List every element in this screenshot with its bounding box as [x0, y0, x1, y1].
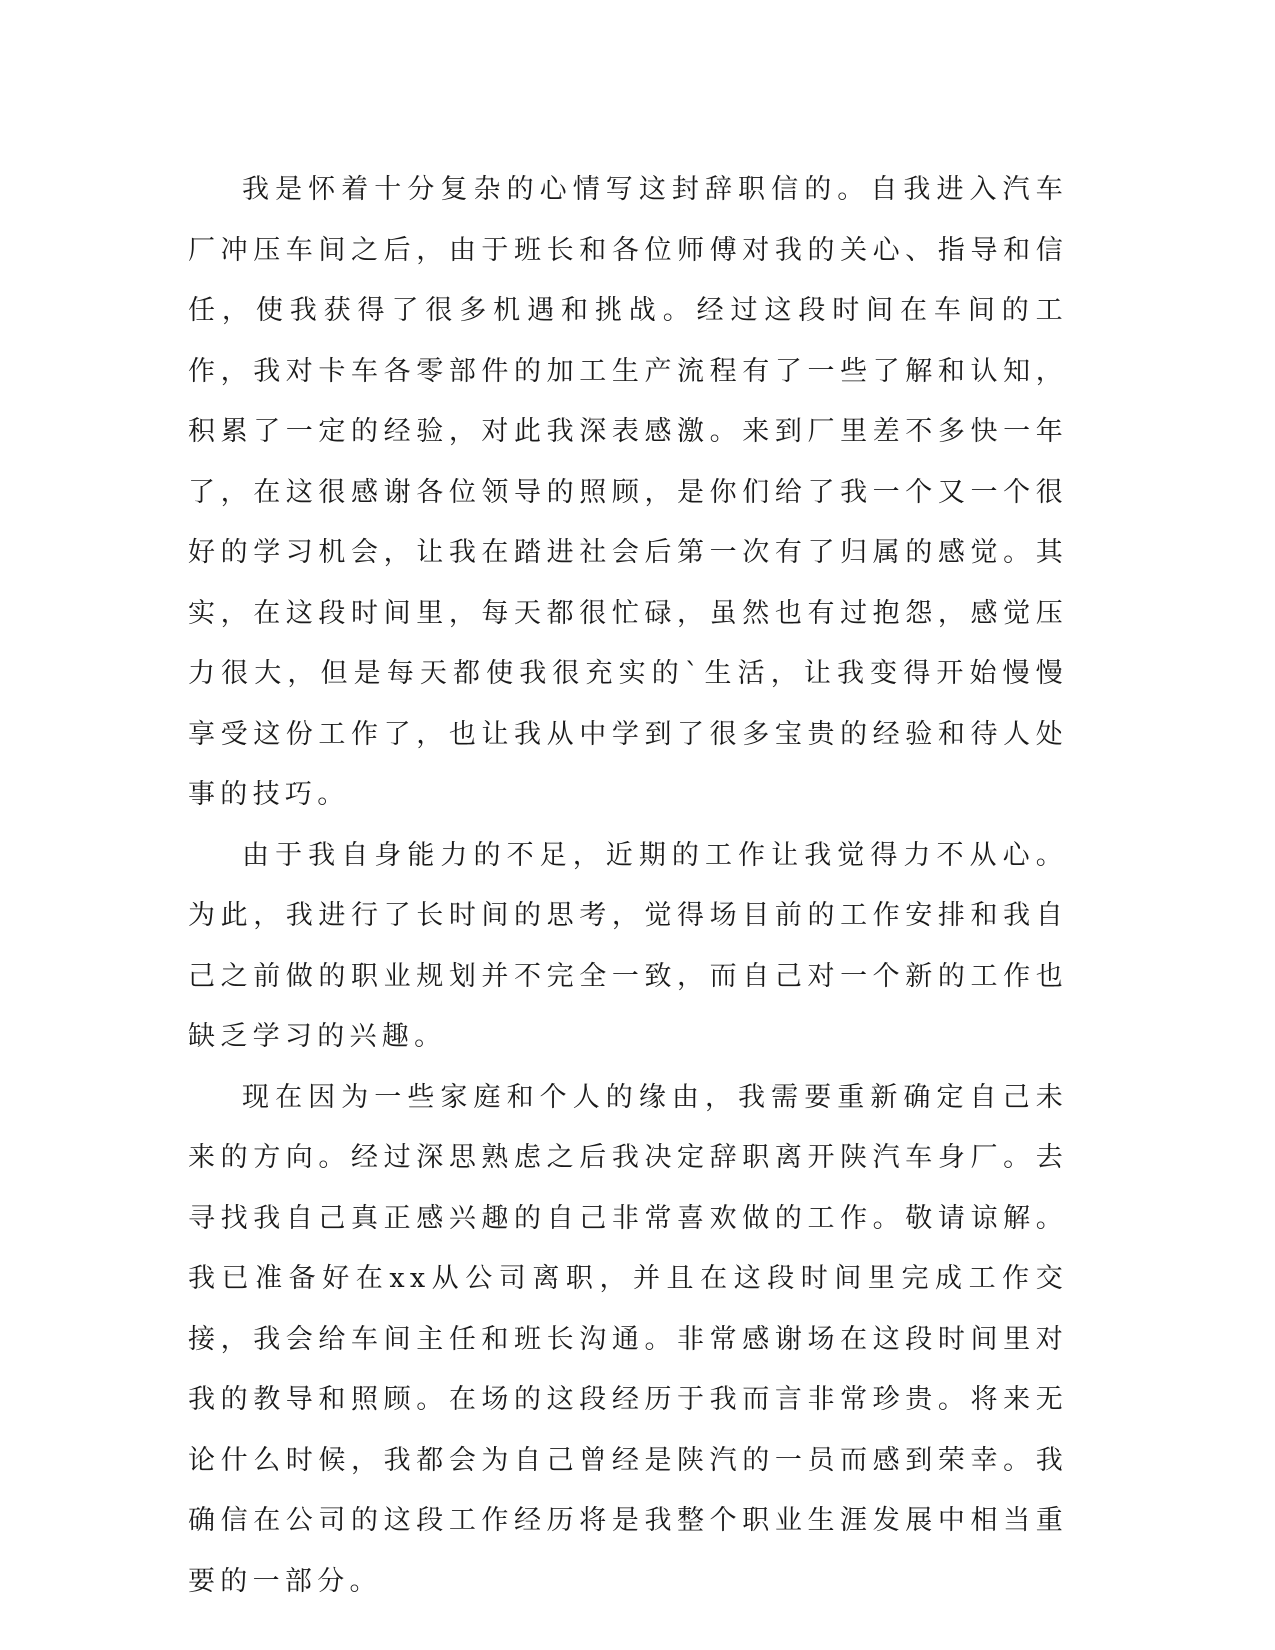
paragraph-3: 现在因为一些家庭和个人的缘由，我需要重新确定自己未来的方向。经过深思熟虑之后我决定辞职离开陕汽车身厂。去寻找我自己真正感兴趣的自己非常喜欢做的工作。敬请谅解。我已准备好在xx从公司离职，并且在这段时间里完成工作交接，我会给车间主任和班长沟通。非常感谢场在这段时间里对我的教导和照顾。在场的这段经历于我而言非常珍贵。将来无论什么时候，我都会为自己曾经是陕汽的一员而感到荣幸。我确信在公司的这段工作经历将是我整个职业生涯发展中相当重要的一部分。: [188, 1081, 1068, 1597]
paragraph-1: 我是怀着十分复杂的心情写这封辞职信的。自我进入汽车厂冲压车间之后，由于班长和各位师傅对我的关心、指导和信任，使我获得了很多机遇和挑战。经过这段时间在车间的工作，我对卡车各零部件的加工生产流程有了一些了解和认知，积累了一定的经验，对此我深表感激。来到厂里差不多快一年了，在这很感谢各位领导的照顾，是你们给了我一个又一个很好的学习机会，让我在踏进社会后第一次有了归属的感觉。其实，在这段时间里，每天都很忙碌，虽然也有过抱怨，感觉压力很大，但是每天都使我很充实的`生活，让我变得开始慢慢享受这份工作了，也让我从中学到了很多宝贵的经验和待人处事的技巧。: [188, 174, 1068, 810]
letter-body: [188, 160, 1068, 1612]
paragraph-2: 由于我自身能力的不足，近期的工作让我觉得力不从心。为此，我进行了长时间的思考，觉得场目前的工作安排和我自己之前做的职业规划并不完全一致，而自己对一个新的工作也缺乏学习的兴趣。: [188, 839, 1068, 1052]
